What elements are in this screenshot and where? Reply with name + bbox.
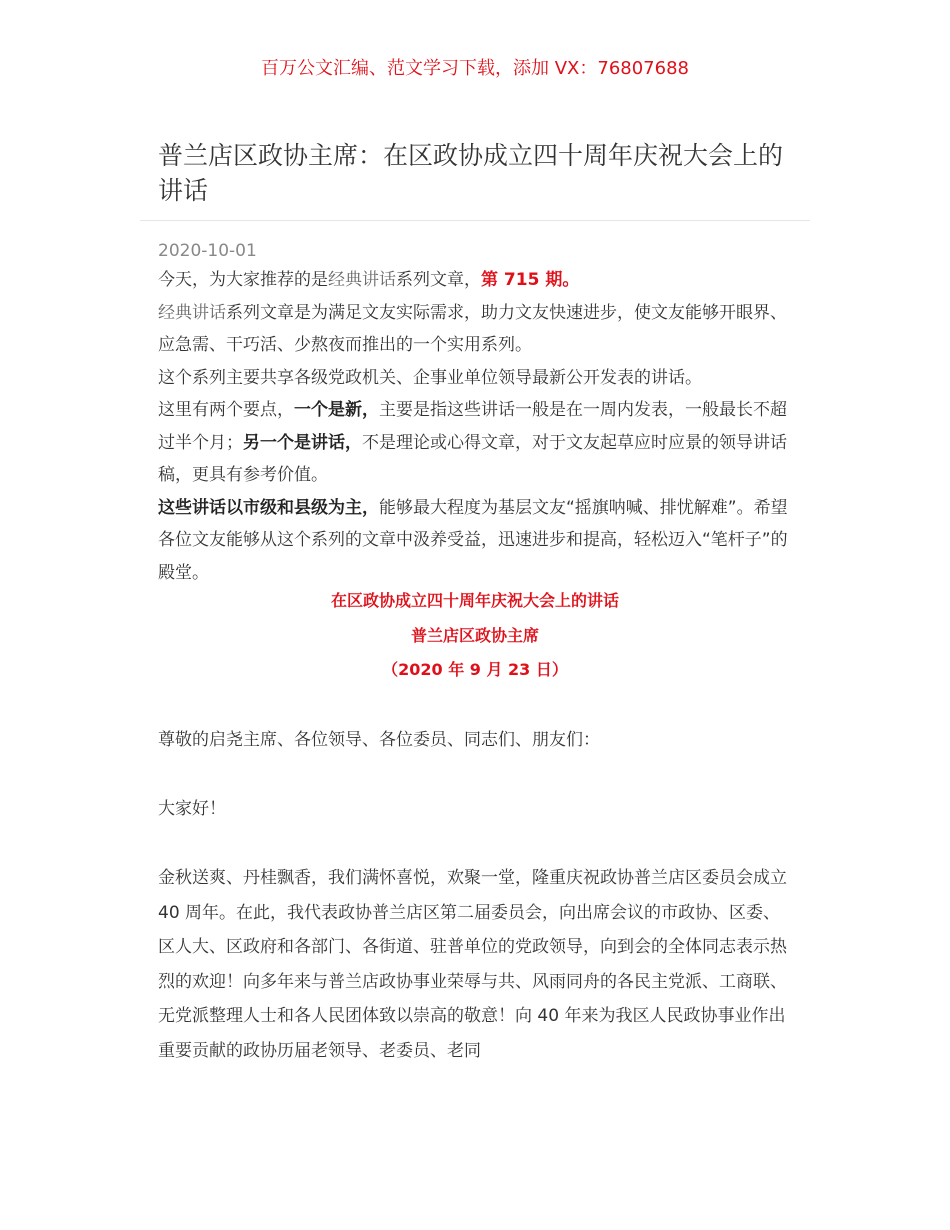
series-intro: [158, 264, 794, 589]
speech-heading: 在区政协成立四十周年庆祝大会上的讲话: [330, 591, 619, 610]
intro-paragraph-1: [158, 264, 794, 297]
key-point-2: 另一个是讲话，: [243, 432, 362, 453]
intro-text: 不是理论或心得文章，对于文友起草应时应景的领导讲话稿，更具有参考价值。: [158, 432, 787, 485]
intro-text: 今天，为大家推荐的是: [158, 270, 328, 290]
intro-paragraph-2: [158, 297, 794, 362]
speech-salutation: 尊敬的启尧主席、各位领导、各位委员、同志们、朋友们：: [158, 730, 600, 750]
intro-paragraph-4: [158, 394, 794, 492]
title-divider: [140, 220, 810, 221]
article-title: 普兰店区政协主席：在区政协成立四十周年庆祝大会上的讲话: [158, 141, 784, 205]
intro-text: 系列文章，: [396, 270, 481, 290]
speech-body: 金秋送爽、丹桂飘香，我们满怀喜悦，欢聚一堂，隆重庆祝政协普兰店区委员会成立 40 周年。在此，我代表政协普兰店区第二届委员会，向出席会议的市政协、区委、区人大、区政府和各部门、各街道、驻普单位的党政领导，向到会的全体同志表示热烈的欢迎！向多年来与普兰店政协事业荣辱与共、风雨同舟的各民主党派、工商联、无党派整理人士和各人民团体致以崇高的敬意！向 40 年来为我区人民政协事业作出重要贡献的政协历届老领导、老委员、老同: [158, 868, 787, 1061]
intro-text: 这里有两个要点，: [158, 400, 294, 420]
speech-date: （2020 年 9 月 23 日）: [382, 660, 568, 679]
speech-greeting: 大家好！: [158, 799, 226, 819]
intro-paragraph-5: [158, 492, 794, 590]
key-point-3: 这些讲话以市级和县级为主，: [158, 497, 379, 518]
intro-text: 能够最大程度为基层文友“摇旗呐喊、排忧解难”。希望各位文友能够从这个系列的文章中汲养受益，迅速进步和提高，轻松迈入“笔杆子”的殿堂。: [158, 497, 788, 583]
series-name: 经典讲话: [158, 302, 226, 323]
intro-text: 系列文章是为满足文友实际需求，助力文友快速进步，使文友能够开眼界、应急需、干巧活、少熬夜而推出的一个实用系列。: [158, 302, 787, 355]
key-point-1: 一个是新，: [294, 400, 379, 420]
article-date: 2020-10-01: [158, 241, 257, 261]
intro-text: 主要是指这些讲话一般是在一周内发表，一般最长不超过半个月；: [158, 400, 787, 453]
issue-number: 第 715 期。: [481, 270, 580, 290]
intro-paragraph-3: 这个系列主要共享各级党政机关、企事业单位领导最新公开发表的讲话。: [158, 367, 702, 388]
promo-banner: 百万公文汇编、范文学习下载，添加 VX：76807688: [261, 58, 689, 79]
speech-speaker: 普兰店区政协主席: [410, 626, 539, 645]
series-name: 经典讲话: [328, 270, 396, 290]
